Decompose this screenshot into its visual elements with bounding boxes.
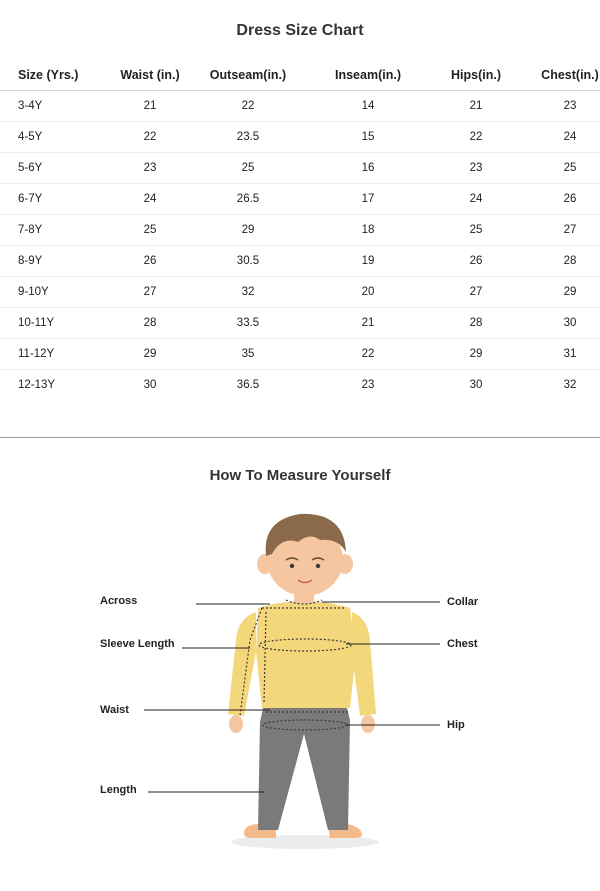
label-length: Length <box>100 784 137 796</box>
label-across: Across <box>100 595 138 607</box>
cell-chest: 32 <box>563 379 577 391</box>
col-header-outseam: Outseam(in.) <box>190 60 306 91</box>
cell-waist: 24 <box>110 184 190 215</box>
cell-hips: 21 <box>430 91 522 122</box>
left-hand <box>229 715 243 733</box>
cell-hips: 25 <box>430 215 522 246</box>
cell-size: 8-9Y <box>0 246 110 277</box>
table-row <box>0 215 600 246</box>
cell-size: 6-7Y <box>0 184 110 215</box>
cell-inseam: 22 <box>306 339 430 370</box>
cell-size: 10-11Y <box>0 308 110 339</box>
cell-outseam: 30.5 <box>190 246 306 277</box>
cell-size: 5-6Y <box>0 153 110 184</box>
cell-waist: 25 <box>110 215 190 246</box>
cell-inseam: 23 <box>361 379 375 391</box>
cell-size: 11-12Y <box>0 339 110 370</box>
cell-hips: 28 <box>430 308 522 339</box>
shirt <box>256 601 356 708</box>
measure-title: How To Measure Yourself <box>209 467 391 484</box>
cell-size: 9-10Y <box>0 277 110 308</box>
cell-outseam: 25 <box>190 153 306 184</box>
col-header-size: Size (Yrs.) <box>0 60 110 91</box>
left-eye <box>290 564 294 568</box>
col-header-hips: Hips(in.) <box>430 60 522 91</box>
right-hand <box>361 715 375 733</box>
cell-inseam: 18 <box>306 215 430 246</box>
table-row <box>0 122 600 153</box>
cell-hips: 29 <box>430 339 522 370</box>
cell-waist: 21 <box>110 91 190 122</box>
cell-waist: 22 <box>110 122 190 153</box>
cell-size: 12-13Y <box>18 379 56 391</box>
cell-outseam: 35 <box>190 339 306 370</box>
cell-hips: 30 <box>469 379 483 391</box>
cell-inseam: 16 <box>306 153 430 184</box>
cell-inseam: 17 <box>306 184 430 215</box>
cell-waist: 27 <box>110 277 190 308</box>
col-header-inseam: Inseam(in.) <box>306 60 430 91</box>
label-hip: Hip <box>447 719 465 731</box>
size-table <box>0 60 600 400</box>
table-row <box>0 184 600 215</box>
cell-chest: 24 <box>522 122 600 153</box>
cell-hips: 23 <box>430 153 522 184</box>
table-row <box>0 246 600 277</box>
cell-waist: 28 <box>110 308 190 339</box>
table-row <box>0 277 600 308</box>
section-divider <box>0 437 600 438</box>
cell-chest: 25 <box>522 153 600 184</box>
cell-outseam: 32 <box>190 277 306 308</box>
right-eye <box>316 564 320 568</box>
measure-figure <box>0 490 600 870</box>
cell-waist: 30 <box>143 379 157 391</box>
cell-hips: 27 <box>430 277 522 308</box>
cell-outseam: 33.5 <box>190 308 306 339</box>
cell-chest: 30 <box>522 308 600 339</box>
label-waist: Waist <box>100 704 129 716</box>
col-header-waist: Waist (in.) <box>110 60 190 91</box>
cell-chest: 28 <box>522 246 600 277</box>
cell-outseam: 29 <box>190 215 306 246</box>
table-row <box>0 91 600 122</box>
cell-outseam: 22 <box>190 91 306 122</box>
cell-inseam: 19 <box>306 246 430 277</box>
cell-inseam: 14 <box>306 91 430 122</box>
cell-outseam: 36.5 <box>236 379 260 391</box>
cell-waist: 29 <box>110 339 190 370</box>
cell-inseam: 20 <box>306 277 430 308</box>
cell-inseam: 15 <box>306 122 430 153</box>
boy-illustration <box>0 490 600 870</box>
cell-size: 3-4Y <box>0 91 110 122</box>
cell-hips: 22 <box>430 122 522 153</box>
cell-chest: 26 <box>522 184 600 215</box>
table-row <box>0 153 600 184</box>
cell-chest: 23 <box>522 91 600 122</box>
cell-chest: 29 <box>522 277 600 308</box>
label-chest: Chest <box>447 638 478 650</box>
table-row <box>0 308 600 339</box>
cell-hips: 24 <box>430 184 522 215</box>
cell-size: 4-5Y <box>0 122 110 153</box>
table-row <box>0 339 600 370</box>
cell-hips: 26 <box>430 246 522 277</box>
cell-chest: 27 <box>522 215 600 246</box>
table-row <box>0 370 600 401</box>
pants <box>258 704 350 830</box>
size-chart-title: Dress Size Chart <box>236 22 364 39</box>
cell-waist: 26 <box>110 246 190 277</box>
cell-size: 7-8Y <box>0 215 110 246</box>
label-sleeve-length: Sleeve Length <box>100 638 175 650</box>
label-collar: Collar <box>447 596 479 608</box>
left-arm <box>228 612 256 716</box>
right-arm <box>352 612 376 716</box>
cell-chest: 31 <box>522 339 600 370</box>
cell-inseam: 21 <box>306 308 430 339</box>
cell-outseam: 23.5 <box>190 122 306 153</box>
cell-waist: 23 <box>110 153 190 184</box>
cell-outseam: 26.5 <box>190 184 306 215</box>
col-header-chest: Chest(in.) <box>522 60 600 91</box>
table-header-row <box>0 60 600 91</box>
